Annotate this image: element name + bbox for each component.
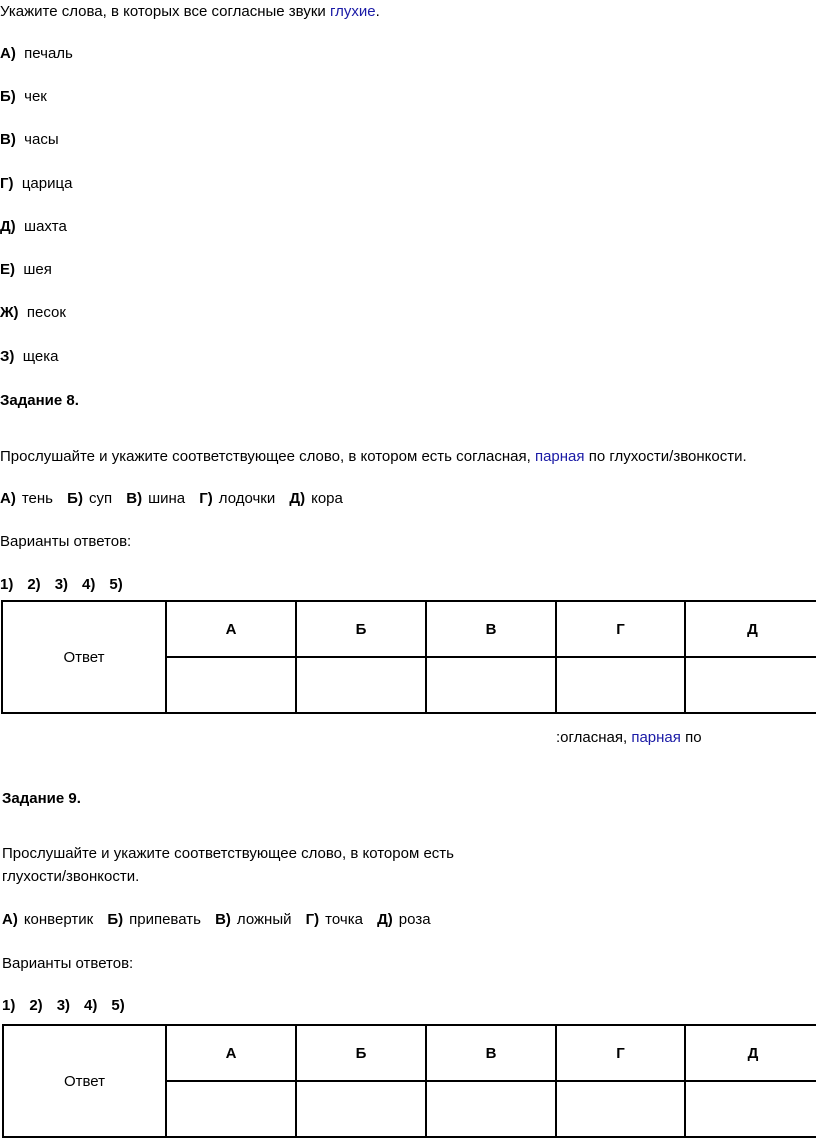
answer-cell-v[interactable] xyxy=(426,657,556,713)
q8-option-v: В) шина xyxy=(126,490,186,507)
q8-options xyxy=(0,489,353,509)
q8-number: 3) xyxy=(54,576,69,593)
q9-prompt-line-2: глухости/звонкости. xyxy=(2,868,140,885)
q9-answer-table xyxy=(2,1024,816,1138)
answer-cell-b[interactable] xyxy=(296,1081,426,1137)
q9-option-d: Д) роза xyxy=(377,911,431,928)
column-header-d: Д xyxy=(685,1025,816,1081)
q9-option-a: А) конвертик xyxy=(2,911,94,928)
answer-cell-a[interactable] xyxy=(166,657,296,713)
q8-prompt xyxy=(0,447,747,467)
q7-option-zh: Ж) песок xyxy=(0,304,66,321)
q7-option-d: Д) шахта xyxy=(0,218,67,235)
q7-option-a: А) печаль xyxy=(0,45,73,62)
q8-option-d: Д) кора xyxy=(289,490,343,507)
q9-number: 5) xyxy=(111,997,125,1014)
answer-cell-b[interactable] xyxy=(296,657,426,713)
q9-number: 3) xyxy=(56,997,71,1014)
q7-prompt xyxy=(0,2,380,22)
q8-number: 4) xyxy=(82,576,96,593)
q7-option-g: Г) царица xyxy=(0,175,73,192)
q8-option-g: Г) лодочки xyxy=(199,490,276,507)
answer-row-label: Ответ xyxy=(2,601,166,713)
q8-prompt-text: Прослушайте и укажите соответствующее слово, в котором есть согласная, xyxy=(0,448,535,465)
q9-option-v: В) ложный xyxy=(215,911,292,928)
q7-prompt-text: Укажите слова, в которых все согласные звуки xyxy=(0,3,330,20)
q9-title: Задание 9. xyxy=(2,790,81,807)
q8-prompt-end: по глухости/звонкости. xyxy=(584,448,747,465)
q7-option-e: Е) шея xyxy=(0,261,52,278)
q8-number: 1) xyxy=(0,576,14,593)
q8-number: 2) xyxy=(27,576,41,593)
column-header-a: А xyxy=(166,601,296,657)
q8-option-a: А) тень xyxy=(0,490,53,507)
q7-option-b: Б) чек xyxy=(0,88,47,105)
q9-number: 4) xyxy=(84,997,98,1014)
q9-option-g: Г) точка xyxy=(305,911,363,928)
column-header-b: Б xyxy=(296,1025,426,1081)
q7-prompt-end: . xyxy=(375,3,380,20)
column-header-b: Б xyxy=(296,601,426,657)
q9-variants-label: Варианты ответов: xyxy=(2,955,134,972)
q7-option-z: З) щека xyxy=(0,348,59,365)
q9-prompt-line-1: Прослушайте и укажите соответствующее слово, в котором есть xyxy=(2,845,454,862)
q8-number: 5) xyxy=(109,576,123,593)
column-header-v: В xyxy=(426,1025,556,1081)
q8-title: Задание 8. xyxy=(0,392,79,409)
q8-prompt-highlight: парная xyxy=(534,448,585,465)
column-header-g: Г xyxy=(556,1025,685,1081)
answer-cell-v[interactable] xyxy=(426,1081,556,1137)
text-fragment: :огласная, парная по xyxy=(556,729,702,746)
q9-option-b: Б) припевать xyxy=(107,911,201,928)
q8-option-b: Б) суп xyxy=(67,490,113,507)
q9-number: 2) xyxy=(29,997,43,1014)
column-header-g: Г xyxy=(556,601,685,657)
answer-cell-a[interactable] xyxy=(166,1081,296,1137)
q8-answer-table xyxy=(1,600,816,714)
q7-option-v: В) часы xyxy=(0,131,59,148)
answer-cell-d[interactable] xyxy=(685,1081,816,1137)
q9-answer-numbers xyxy=(2,996,139,1016)
q9-options xyxy=(2,910,441,930)
answer-cell-g[interactable] xyxy=(556,657,685,713)
answer-cell-d[interactable] xyxy=(685,657,816,713)
q8-variants-label: Варианты ответов: xyxy=(0,533,132,550)
q9-number: 1) xyxy=(2,997,16,1014)
q7-prompt-highlight: глухие xyxy=(329,3,376,20)
answer-cell-g[interactable] xyxy=(556,1081,685,1137)
column-header-a: А xyxy=(166,1025,296,1081)
column-header-v: В xyxy=(426,601,556,657)
q8-answer-numbers xyxy=(0,575,137,595)
answer-row-label: Ответ xyxy=(3,1025,166,1137)
column-header-d: Д xyxy=(685,601,816,657)
